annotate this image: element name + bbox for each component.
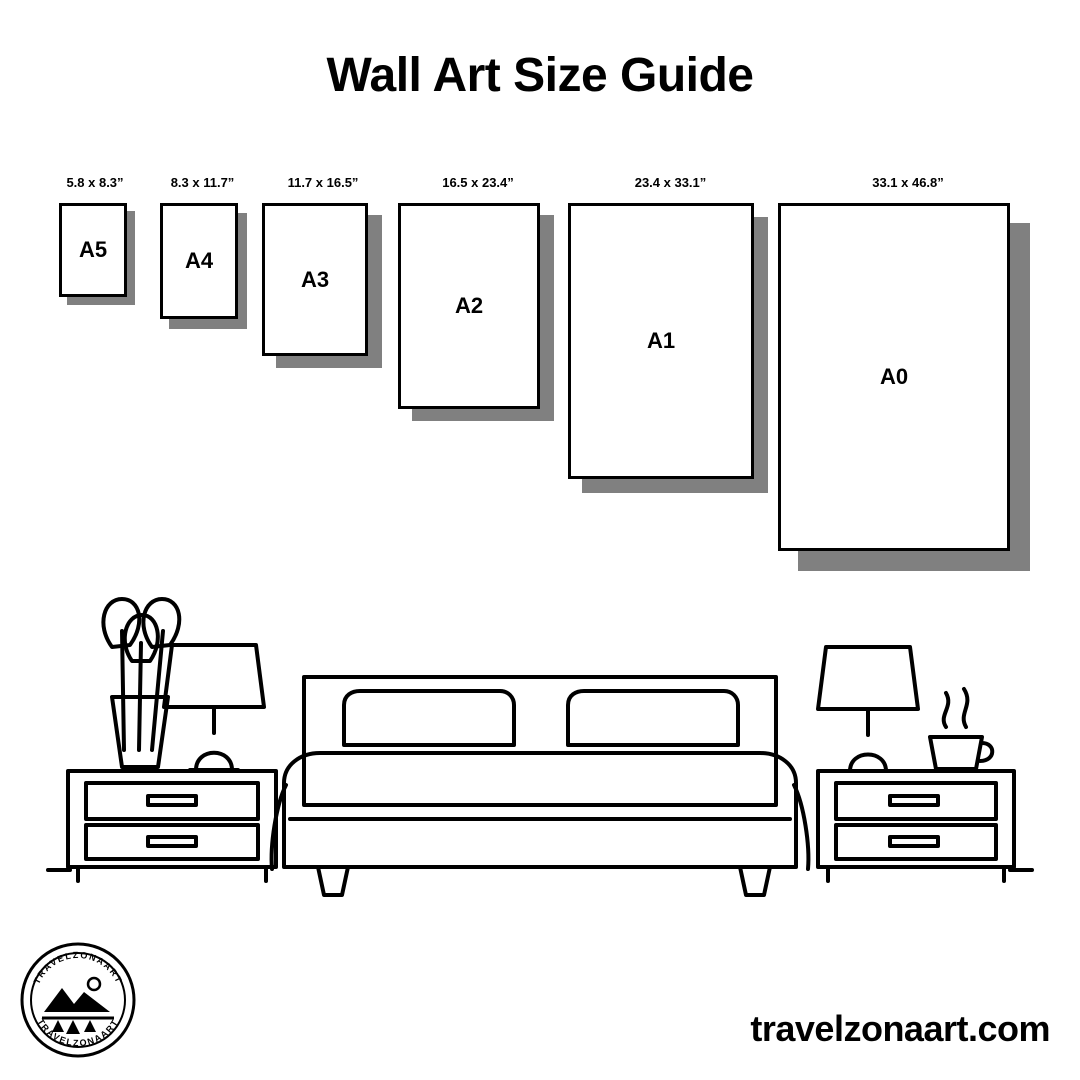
bed <box>272 677 809 895</box>
frame-box-a4[interactable] <box>160 203 238 319</box>
bed-headboard <box>304 677 776 805</box>
frame-label-a4: A4 <box>184 248 214 273</box>
steam-left <box>944 693 949 727</box>
nightstand-left-drawer-bottom <box>86 825 258 859</box>
nightstand-left-handle-bottom <box>148 837 196 846</box>
frame-box-a1[interactable] <box>568 203 754 479</box>
pillow-left <box>344 691 514 745</box>
frame-label-a1: A1 <box>646 328 676 353</box>
page-title: Wall Art Size Guide <box>326 49 754 102</box>
website-url[interactable]: travelzonaart.com <box>750 1008 1050 1049</box>
nightstand-left <box>68 771 276 881</box>
frame-label-a0: A0 <box>879 364 909 389</box>
logo-bottom-text: TRAVELZONAART <box>35 1017 121 1049</box>
nightstand-right-drawer-bottom <box>836 825 996 859</box>
nightstand-left-handle-top <box>148 796 196 805</box>
frame-box-a2[interactable] <box>398 203 540 409</box>
coffee-cup <box>930 689 992 769</box>
pillow-right <box>568 691 738 745</box>
cup-body <box>930 737 982 769</box>
nightstand-left-drawer-top <box>86 783 258 819</box>
nightstand-right-handle-bottom <box>890 837 938 846</box>
frame-dimensions-a2: 16.5 x 23.4” <box>442 175 514 190</box>
frame-box-a0[interactable] <box>778 203 1010 551</box>
frame-label-a5: A5 <box>78 237 108 262</box>
steam-right <box>964 689 968 727</box>
lamp-base-right <box>850 755 886 772</box>
lamp-left <box>164 645 264 770</box>
lamp-shade-left <box>164 645 264 707</box>
bed-leg-right <box>740 867 770 895</box>
bedroom-scene <box>0 565 1080 905</box>
logo-badge <box>18 940 138 1060</box>
plant-stem-left <box>122 631 124 750</box>
bed-leg-left <box>318 867 348 895</box>
brand-logo[interactable] <box>18 940 138 1060</box>
frame-dimensions-a4: 8.3 x 11.7” <box>170 175 235 190</box>
mattress <box>284 753 796 867</box>
frame-dimensions-a3: 11.7 x 16.5” <box>287 175 359 190</box>
nightstand-right-drawer-top <box>836 783 996 819</box>
bedroom-illustration <box>0 565 1080 905</box>
frame-label-a2: A2 <box>454 293 484 318</box>
nightstand-right <box>818 771 1014 881</box>
frame-box-a5[interactable] <box>59 203 127 297</box>
logo-trees-icon <box>52 1020 96 1034</box>
frame-dimensions-a1: 23.4 x 33.1” <box>634 175 707 190</box>
frame-dimensions-a0: 33.1 x 46.8” <box>872 175 944 190</box>
nightstand-right-handle-top <box>890 796 938 805</box>
frame-label-a3: A3 <box>300 266 330 292</box>
logo-top-text: TRAVELZONAART <box>31 949 125 986</box>
frame-dimensions-a5: 5.8 x 8.3” <box>66 175 124 190</box>
frame-box-a3[interactable] <box>262 203 368 356</box>
lamp-shade-right <box>818 647 918 709</box>
lamp-base-left <box>196 753 232 770</box>
lamp-right <box>818 647 918 771</box>
